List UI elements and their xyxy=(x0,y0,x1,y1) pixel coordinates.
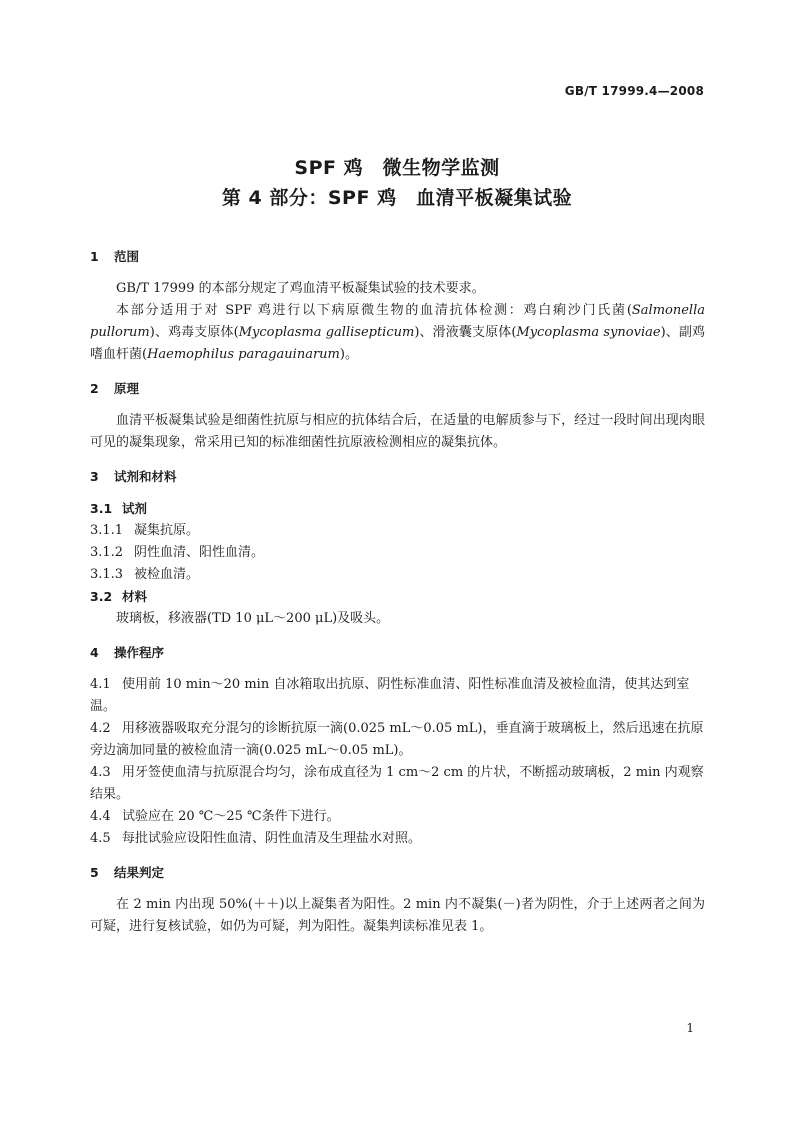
item-number: 3.1.2 xyxy=(90,545,124,560)
text-run: )、滑液囊支原体( xyxy=(414,325,517,340)
paragraph: 玻璃板，移液器(TD 10 μL～200 μL)及吸头。 xyxy=(116,611,390,626)
standard-number: GB/T 17999.4—2008 xyxy=(564,84,704,98)
section-title: 原理 xyxy=(114,381,140,396)
step-text: 用移液器吸取充分混匀的诊断抗原一滴(0.025 mL～0.05 mL)，垂直滴于玻璃板上，然后迅速在抗原旁边滴加同量的被检血清一滴(0.025 mL～0.05 mL)。 xyxy=(90,721,704,758)
text-run: 本部分适用于对 SPF 鸡进行以下病原微生物的血清抗体检测：鸡白痢沙门氏菌( xyxy=(116,303,632,318)
subsection-number: 3.2 xyxy=(90,589,113,604)
procedure-step xyxy=(90,762,705,806)
subsection-heading-materials xyxy=(90,586,705,608)
item-number: 3.1.1 xyxy=(90,523,124,538)
subsection-heading-reagents xyxy=(90,498,705,520)
latin-name: Haemophilus paragauinarum xyxy=(147,347,340,362)
section-heading-procedure xyxy=(90,642,705,664)
document-body xyxy=(90,246,705,938)
paragraph: 血清平板凝集试验是细菌性抗原与相应的抗体结合后，在适量的电解质参与下，经过一段时间出现肉眼可见的凝集现象，常采用已知的标准细菌性抗原液检测相应的凝集抗体。 xyxy=(90,413,705,450)
paragraph-scope-applicability xyxy=(90,300,705,366)
step-text: 每批试验应设阳性血清、阴性血清及生理盐水对照。 xyxy=(122,831,422,846)
step-number: 4.1 xyxy=(90,677,111,692)
procedure-step xyxy=(90,674,705,718)
section-title: 试剂和材料 xyxy=(114,469,177,484)
section-heading-reagents xyxy=(90,466,705,488)
list-item xyxy=(90,520,705,542)
step-number: 4.2 xyxy=(90,721,111,736)
item-text: 被检血清。 xyxy=(134,567,200,582)
step-text: 用牙签使血清与抗原混合均匀，涂布成直径为 1 cm～2 cm 的片状，不断摇动玻璃板，2 min 内观察结果。 xyxy=(90,765,704,802)
step-number: 4.4 xyxy=(90,809,111,824)
latin-name: Mycoplasma gallisepticum xyxy=(238,325,415,340)
document-title-line1: SPF 鸡 微生物学监测 xyxy=(294,157,500,179)
section-number: 1 xyxy=(90,249,99,264)
page-number: 1 xyxy=(686,1021,694,1035)
section-title: 范围 xyxy=(114,249,140,264)
item-text: 凝集抗原。 xyxy=(134,523,200,538)
step-text: 使用前 10 min～20 min 自冰箱取出抗原、阴性标准血清、阳性标准血清及被检血清，使其达到室温。 xyxy=(90,677,690,714)
subsection-title: 试剂 xyxy=(122,501,148,516)
item-number: 3.1.3 xyxy=(90,567,124,582)
list-item xyxy=(90,542,705,564)
latin-name: Salmonella pullorum xyxy=(90,303,705,340)
procedure-step xyxy=(90,718,705,762)
subsection-title: 材料 xyxy=(122,589,148,604)
procedure-step xyxy=(90,828,705,850)
section-number: 5 xyxy=(90,865,99,880)
section-number: 2 xyxy=(90,381,99,396)
section-title: 结果判定 xyxy=(114,865,165,880)
procedure-step xyxy=(90,806,705,828)
section-heading-result xyxy=(90,862,705,884)
paragraph: GB/T 17999 的本部分规定了鸡血清平板凝集试验的技术要求。 xyxy=(116,281,485,296)
section-heading-scope xyxy=(90,246,705,268)
step-number: 4.5 xyxy=(90,831,111,846)
list-item xyxy=(90,564,705,586)
section-heading-principle xyxy=(90,378,705,400)
text-run: )。 xyxy=(339,347,358,362)
step-text: 试验应在 20 ℃～25 ℃条件下进行。 xyxy=(122,809,340,824)
text-run: )、副鸡嗜血杆菌( xyxy=(90,325,705,362)
subsection-number: 3.1 xyxy=(90,501,113,516)
document-title-line2: 第 4 部分：SPF 鸡 血清平板凝集试验 xyxy=(221,187,573,209)
latin-name: Mycoplasma synoviae xyxy=(516,325,661,340)
step-number: 4.3 xyxy=(90,765,111,780)
section-number: 4 xyxy=(90,645,99,660)
section-title: 操作程序 xyxy=(114,645,165,660)
section-number: 3 xyxy=(90,469,99,484)
text-run: )、鸡毒支原体( xyxy=(149,325,239,340)
paragraph: 在 2 min 内出现 50%(＋＋)以上凝集者为阳性。2 min 内不凝集(－)者为阴性，介于上述两者之间为可疑，进行复核试验，如仍为可疑，判为阳性。凝集判读标准见表 1。 xyxy=(90,897,705,934)
item-text: 阴性血清、阳性血清。 xyxy=(134,545,265,560)
